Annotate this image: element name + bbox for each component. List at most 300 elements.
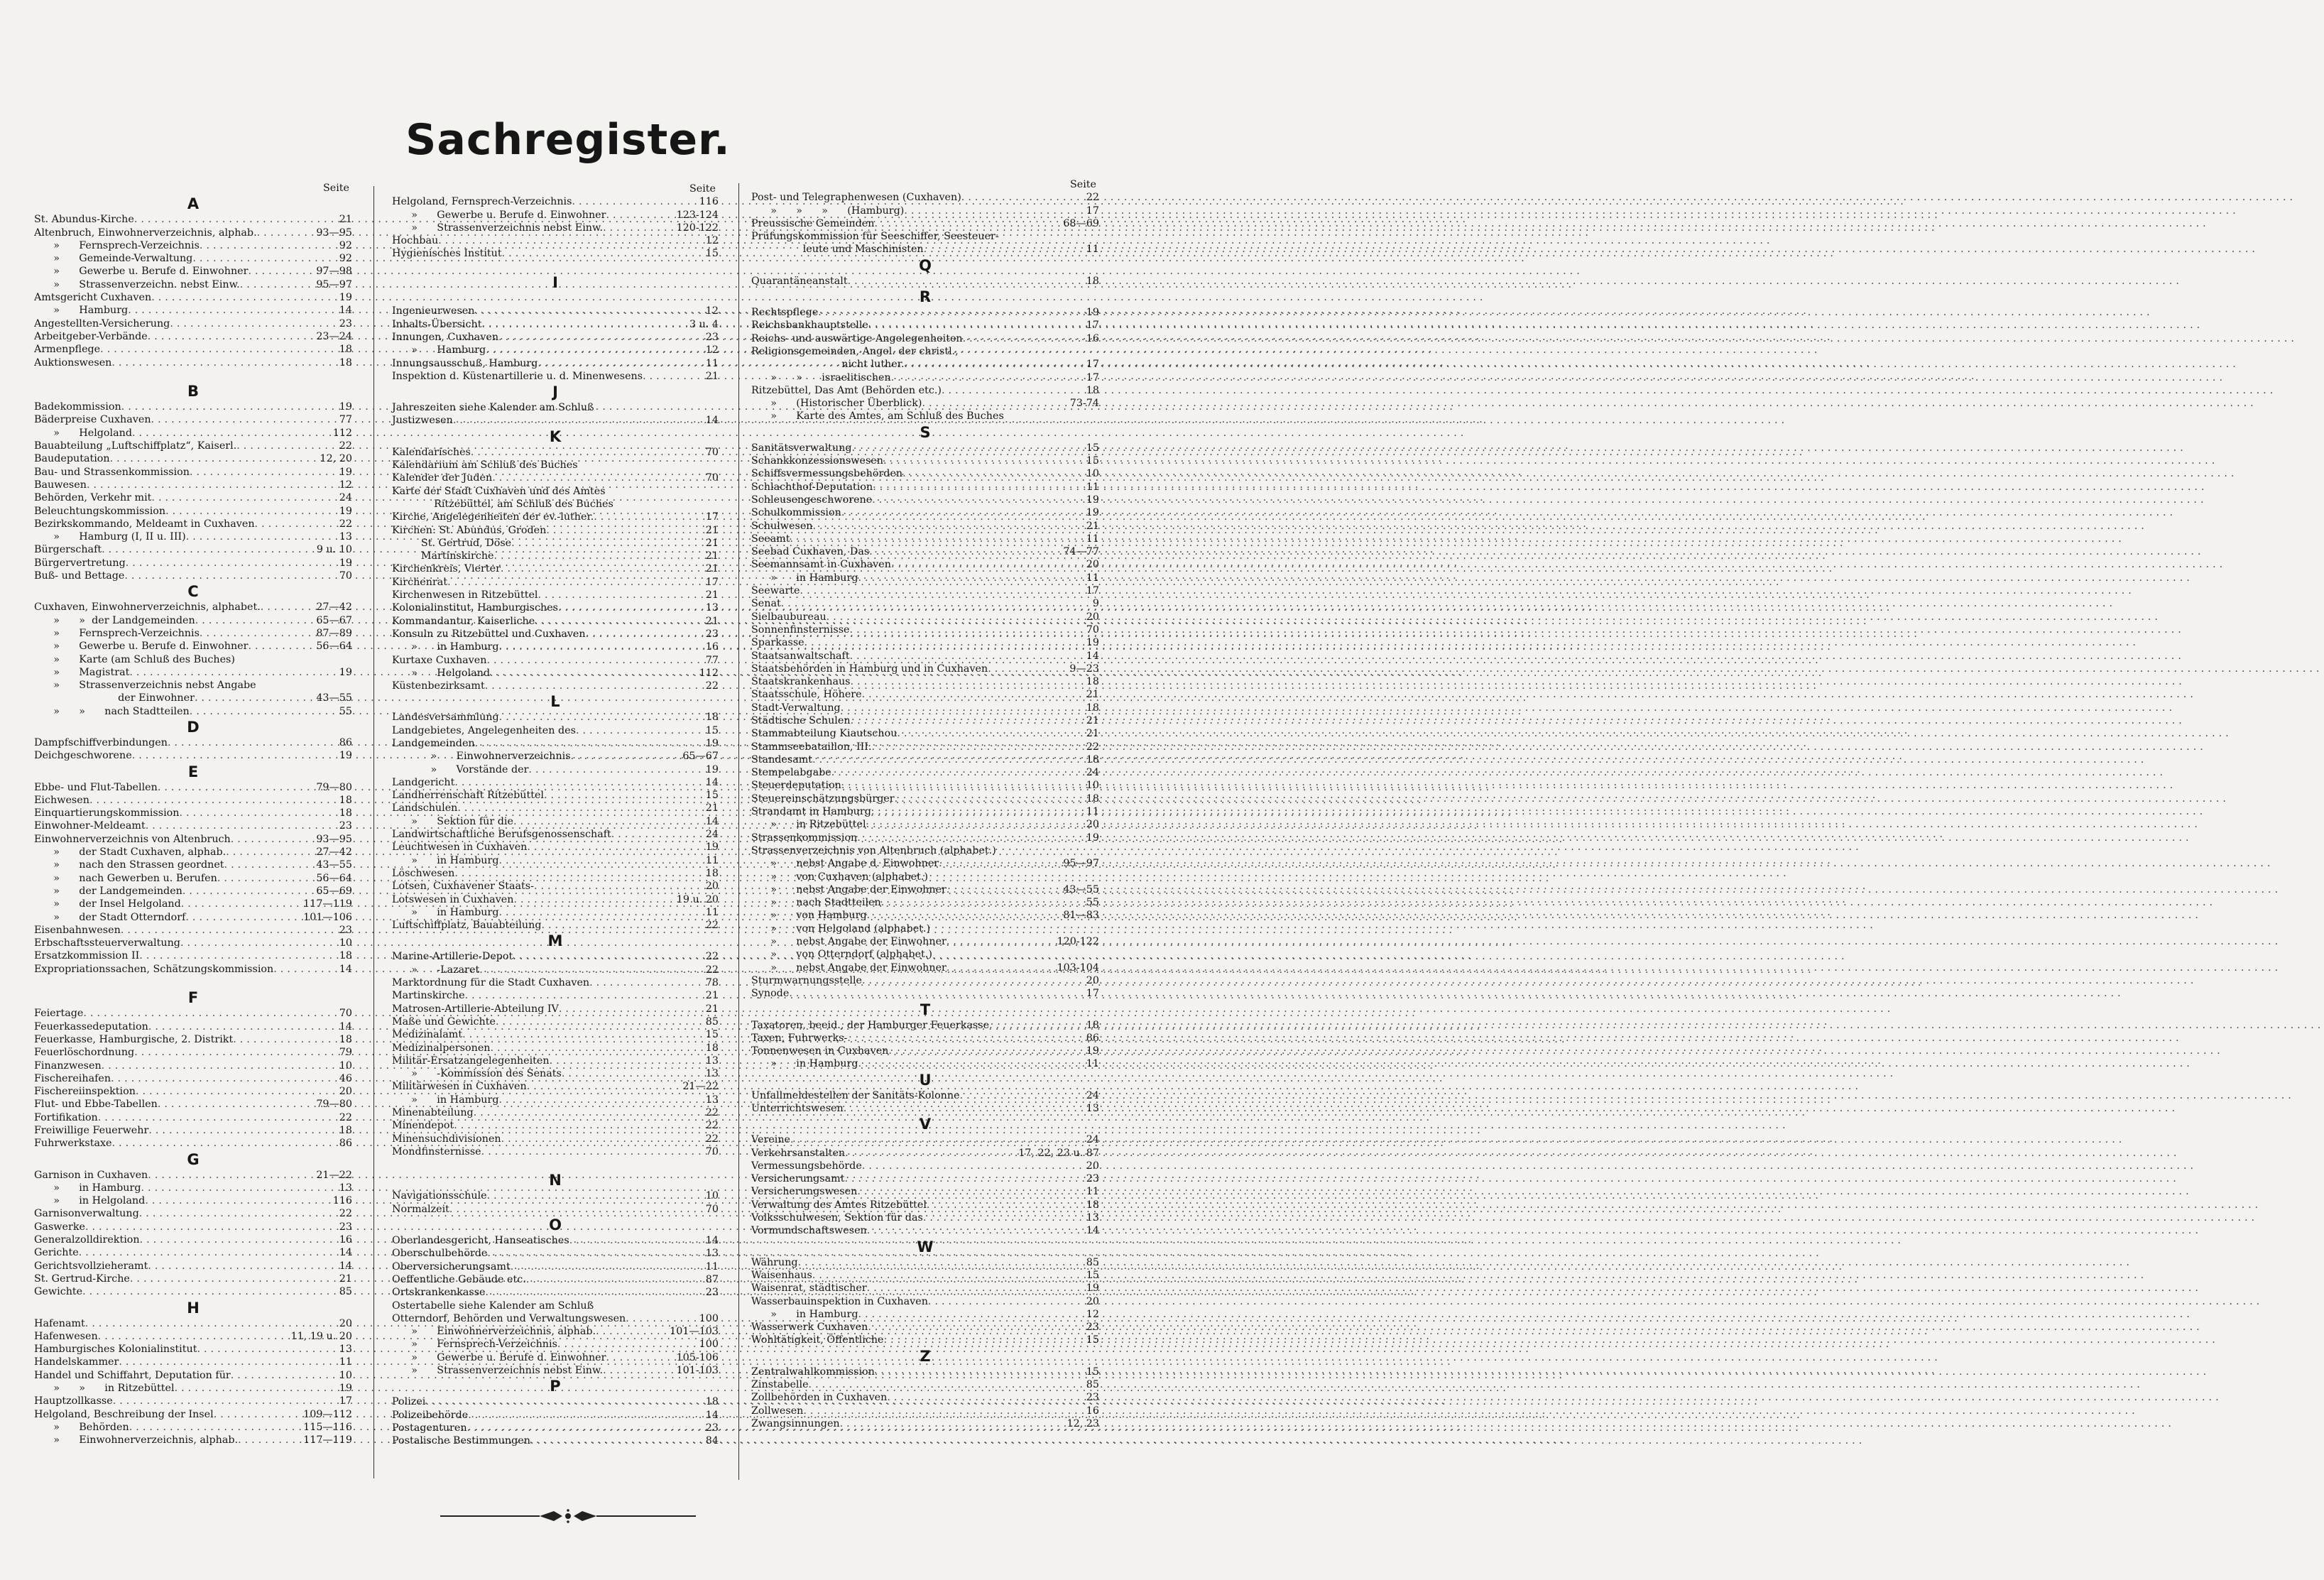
dot-leader: [494, 550, 704, 562]
entry-term: Senat: [751, 598, 781, 610]
index-entry: [751, 650, 1099, 663]
index-entry: [34, 885, 352, 898]
entry-page-number: 77: [705, 654, 719, 666]
dot-leader: [858, 1308, 1084, 1321]
entry-page-number: 14: [705, 415, 719, 427]
index-entry: [392, 247, 719, 260]
index-entry: [392, 222, 719, 234]
dot-leader: [862, 1160, 1084, 1172]
entry-page-number: 22: [339, 518, 352, 530]
index-entry: [34, 1033, 352, 1046]
column-divider: [373, 186, 374, 1478]
entry-page-number: 9: [1092, 598, 1099, 610]
entry-page-number: 21: [705, 550, 719, 562]
entry-page-number: 19: [705, 841, 719, 854]
index-entry: [34, 1273, 352, 1285]
entry-term: » in Hamburg: [392, 906, 499, 918]
entry-page-number: 11: [705, 1260, 719, 1273]
entry-page-number: 21: [1086, 520, 1099, 532]
dot-leader: [988, 663, 1067, 675]
index-entry: [34, 692, 352, 704]
dot-leader: [102, 543, 315, 556]
entry-page-number: 23: [705, 1287, 719, 1299]
index-entry: [34, 466, 352, 479]
entry-term: Kirche, Angelegenheiten der ev.-luther.: [392, 511, 594, 523]
dot-leader: [576, 724, 704, 737]
dot-leader: [781, 597, 1091, 610]
index-entry: [751, 494, 1099, 506]
entry-page-number: 56—64: [316, 872, 352, 884]
index-entry: [392, 1145, 719, 1158]
dot-leader: [905, 358, 1084, 371]
entry-page-number: 70: [339, 570, 352, 582]
index-entry: [392, 209, 719, 222]
index-entry: [392, 1133, 719, 1145]
dot-leader: [827, 611, 1084, 623]
dot-leader: [454, 1119, 704, 1132]
dot-leader: [158, 781, 314, 794]
dot-leader: [544, 789, 704, 802]
entry-term: » Gewerbe u. Berufe d. Einwohner: [392, 209, 606, 221]
entry-term: Währung: [751, 1256, 798, 1268]
index-entry: [392, 370, 719, 383]
index-entry: [392, 318, 719, 331]
dot-leader: [238, 1434, 301, 1446]
dot-leader: [841, 779, 1084, 792]
entry-page-number: 22: [705, 1107, 719, 1118]
index-entry: [34, 949, 352, 962]
entry-term: » Einwohnerverzeichnis: [392, 751, 571, 763]
entry-term: Erbschaftssteuerverwaltung: [34, 937, 180, 949]
index-entry: [751, 217, 1099, 230]
dot-leader: [589, 976, 704, 989]
entry-term: Tonnenwesen in Cuxhaven: [751, 1045, 889, 1057]
dot-leader: [513, 893, 674, 906]
dot-leader: [255, 518, 337, 530]
entry-term: » in Hamburg: [392, 641, 499, 653]
entry-page-number: 10: [339, 937, 352, 949]
index-entry: [751, 805, 1099, 818]
entry-term: Seemannsamt in Cuxhaven: [751, 559, 891, 571]
entry-term: Standesamt: [751, 753, 813, 766]
entry-page-number: 18: [1086, 1019, 1099, 1031]
section-letter: L: [550, 693, 560, 711]
entry-term: Minenabteilung: [392, 1107, 474, 1118]
entry-term: der Einwohner: [34, 692, 195, 704]
entry-term: Otterndorf, Behörden und Verwaltungswesen: [392, 1312, 626, 1324]
entry-term: Vormundschaftswesen: [751, 1225, 867, 1237]
entry-term: Garnisonverwaltung: [34, 1208, 139, 1220]
dot-leader: [790, 533, 1084, 545]
dot-leader: [866, 818, 1084, 831]
dot-leader: [148, 1020, 337, 1033]
dot-leader: [231, 833, 315, 846]
entry-term: Landgemeinden: [392, 737, 475, 749]
entry-term: Waisenhaus: [751, 1269, 812, 1281]
dot-leader: [534, 880, 704, 893]
entry-term: » Karte (am Schluß des Buches): [34, 653, 235, 665]
entry-page-number: 18: [1086, 676, 1099, 688]
entry-page-number: 112: [699, 667, 719, 679]
index-entry: [751, 1308, 1099, 1321]
entry-page-number: 74—77: [1063, 546, 1099, 558]
entry-term: Versicherungsamt: [751, 1173, 845, 1185]
dot-leader: [844, 1172, 1084, 1185]
entry-page-number: 22: [705, 964, 719, 976]
entry-term: Generalzolldirektion: [34, 1234, 140, 1246]
dot-leader: [511, 537, 704, 550]
entry-term: Waisenrat, städtischer: [751, 1282, 867, 1295]
entry-page-number: 22: [339, 1111, 352, 1123]
index-entry: [751, 636, 1099, 649]
entry-term: Stammseebataillon, III.: [751, 741, 872, 753]
dot-leader: [871, 805, 1084, 818]
entry-page-number: 23: [1086, 1322, 1099, 1334]
entry-term: Ortskrankenkasse: [392, 1287, 486, 1299]
entry-page-number: 85: [339, 1286, 352, 1298]
entry-term: Synode: [751, 988, 790, 1000]
entry-page-number: 14: [339, 1247, 352, 1259]
entry-page-number: 18: [339, 1033, 352, 1045]
entry-page-number: 85: [705, 1015, 719, 1028]
section-letter: B: [187, 383, 199, 401]
dot-leader: [513, 950, 704, 963]
dot-leader: [132, 749, 337, 762]
entry-term: Mondfinsternisse: [392, 1145, 481, 1157]
index-entry: [392, 815, 719, 828]
index-entry: [392, 615, 719, 628]
entry-term: Deichgeschworene: [34, 750, 132, 762]
dot-leader: [527, 1080, 681, 1093]
entry-term: Garnison in Cuxhaven: [34, 1169, 148, 1181]
entry-term: Verkehrsanstalten: [751, 1147, 846, 1159]
dot-leader: [800, 584, 1084, 597]
entry-page-number: 16: [339, 1234, 352, 1246]
dot-leader: [873, 481, 1084, 494]
entry-term: » von Helgoland (alphabet.): [751, 922, 931, 935]
index-entry: [392, 737, 719, 750]
dot-leader: [798, 1256, 1084, 1269]
index-entry: [751, 332, 1099, 345]
index-entry: [751, 442, 1099, 454]
entry-page-number: 23—24: [316, 330, 352, 342]
entry-term: Preussische Gemeinden: [751, 217, 875, 229]
index-entry: [392, 472, 719, 484]
index-entry: [34, 1098, 352, 1111]
index-entry: [34, 924, 352, 937]
entry-term: Reichsbankhauptstelle: [751, 320, 868, 332]
entry-term: Luftschiffplatz, Bauabteilung: [392, 920, 542, 932]
dot-leader: [789, 987, 1084, 1000]
dot-leader: [486, 1286, 704, 1299]
dot-leader: [129, 1421, 301, 1434]
dot-leader: [168, 736, 337, 749]
entry-term: leute und Maschinisten: [751, 244, 924, 256]
entry-term: » Gewerbe u. Berufe d. Einwohner: [34, 266, 249, 278]
entry-term: Kalendarium am Schluß des Buches: [392, 459, 578, 472]
entry-term: » Helgoland: [34, 427, 132, 439]
dot-leader: [486, 654, 703, 667]
entry-page-number: 65—69: [316, 885, 352, 897]
entry-term: Landgebietes, Angelegenheiten des: [392, 724, 576, 736]
entry-page-number: 21: [705, 615, 719, 627]
index-entry: [751, 319, 1099, 332]
entry-page-number: 117—119: [303, 898, 352, 910]
dot-leader: [487, 1247, 703, 1260]
section-letter: A: [187, 195, 200, 213]
entry-term: Navigationsschule: [392, 1190, 487, 1202]
index-entry: [34, 1124, 352, 1137]
entry-term: Seewarte: [751, 585, 800, 597]
index-entry: [392, 854, 719, 867]
dot-leader: [868, 1321, 1084, 1334]
index-entry: [392, 893, 719, 906]
entry-page-number: 19: [1086, 832, 1099, 844]
entry-term: Städtische Schulen: [751, 714, 851, 726]
index-entry: [34, 1137, 352, 1150]
index-entry: [34, 252, 352, 265]
entry-page-number: 19 u. 20: [676, 893, 719, 905]
dot-leader: [850, 650, 1084, 663]
dot-leader: [851, 675, 1084, 688]
dot-leader: [467, 1422, 704, 1434]
entry-page-number: 19: [705, 763, 719, 775]
entry-page-number: 23: [339, 1221, 352, 1233]
index-entry: [34, 213, 352, 226]
index-entry: [751, 1321, 1099, 1334]
index-entry: [34, 1330, 352, 1343]
entry-page-number: 86: [1086, 1032, 1099, 1044]
entry-page-number: 18: [1086, 384, 1099, 396]
index-entry: [34, 705, 352, 718]
entry-page-number: 10: [705, 1190, 719, 1202]
entry-page-number: 22: [1086, 192, 1099, 204]
spacer: [392, 261, 719, 273]
entry-term: Lotswesen in Cuxhaven: [392, 893, 514, 905]
index-entry: [34, 846, 352, 859]
dot-leader: [960, 1089, 1084, 1102]
index-entry: [392, 1189, 719, 1202]
entry-term: » in Hamburg: [392, 854, 499, 866]
index-entry: [34, 736, 352, 749]
entry-page-number: 20: [705, 881, 719, 893]
dot-leader: [112, 1137, 337, 1150]
entry-term: Marktordnung für die Stadt Cuxhaven: [392, 977, 590, 989]
index-entry: [392, 976, 719, 989]
dot-leader: [603, 1364, 674, 1377]
entry-page-number: 18: [705, 867, 719, 879]
entry-page-number: 21: [1086, 714, 1099, 726]
index-entry: [34, 1182, 352, 1194]
entry-term: » » israelitischen: [751, 371, 891, 383]
section-letter: T: [920, 1001, 931, 1018]
entry-page-number: 43—55: [316, 859, 352, 871]
dot-leader: [558, 601, 704, 614]
entry-term: Kalender der Juden: [392, 472, 493, 484]
entry-term: » Einwohnerverzeichnis, alphab.: [392, 1326, 596, 1338]
index-entry: [751, 597, 1099, 610]
entry-term: Bürgerschaft: [34, 544, 102, 556]
index-entry: [751, 948, 1099, 961]
dot-leader: [129, 666, 337, 679]
entry-page-number: 101—103: [670, 1326, 719, 1338]
spacer: [34, 976, 352, 988]
entry-term: Zwangsinnungen: [751, 1417, 840, 1429]
index-entry: [751, 741, 1099, 753]
section-letter: G: [187, 1150, 200, 1168]
index-entry: [392, 195, 719, 208]
dot-leader: [538, 589, 704, 601]
entry-page-number: 21: [705, 589, 719, 601]
index-entry: [392, 498, 719, 511]
index-entry: [751, 584, 1099, 597]
entry-term: Staatsanwaltschaft: [751, 650, 850, 662]
entry-term: » Karte des Amtes, am Schluß des Buches: [751, 410, 1004, 423]
section-letter: V: [919, 1116, 932, 1133]
entry-term: Gaswerke: [34, 1221, 85, 1233]
index-entry: [34, 427, 352, 440]
index-entry: [34, 570, 352, 582]
entry-page-number: 11: [1086, 481, 1099, 493]
entry-page-number: 19: [339, 505, 352, 517]
index-entry: [34, 627, 352, 640]
index-entry: [392, 562, 719, 575]
dot-leader: [124, 570, 337, 582]
entry-page-number: 22: [705, 680, 719, 692]
entry-page-number: 13: [705, 602, 719, 614]
dot-leader: [126, 557, 337, 570]
entry-term: Feuerkasse, Hamburgische, 2. Distrikt: [34, 1033, 234, 1045]
entry-page-number: 22: [705, 1120, 719, 1132]
index-entry: [34, 1343, 352, 1356]
index-entry: [34, 1317, 352, 1330]
index-entry: [751, 358, 1099, 371]
index-entry: [392, 550, 719, 562]
index-entry: [751, 1045, 1099, 1057]
dot-leader: [895, 792, 1084, 805]
dot-leader: [100, 343, 337, 356]
entry-page-number: 11: [1086, 1058, 1099, 1070]
dot-leader: [181, 898, 301, 910]
dot-leader: [151, 491, 337, 504]
index-entry: [751, 506, 1099, 519]
entry-term: Normalzeit: [392, 1203, 449, 1215]
index-entry: [34, 557, 352, 570]
entry-term: » der Insel Helgoland: [34, 898, 181, 910]
dot-leader: [102, 1059, 337, 1072]
dot-leader: [110, 452, 318, 465]
entry-page-number: 17: [705, 511, 719, 523]
index-entry: [392, 1119, 719, 1132]
entry-page-number: 15: [705, 248, 719, 260]
entry-term: Kirchenrat: [392, 576, 448, 588]
entry-term: Innungsausschuß, Hamburg: [392, 357, 538, 369]
entry-page-number: 16: [705, 641, 719, 653]
entry-term: Helgoland, Fernsprech-Verzeichnis: [392, 196, 572, 208]
index-column-2: [392, 182, 719, 1448]
entry-page-number: 85: [1086, 1256, 1099, 1268]
index-entry: [751, 1172, 1099, 1185]
index-entry: [34, 666, 352, 679]
dot-leader: [454, 867, 703, 880]
entry-term: Beleuchtungskommission: [34, 505, 166, 517]
entry-page-number: 22: [1086, 741, 1099, 753]
dot-leader: [136, 1085, 337, 1098]
index-entry: [751, 545, 1099, 558]
entry-page-number: 21: [1086, 728, 1099, 740]
index-entry: [751, 675, 1099, 688]
index-entry: [751, 1102, 1099, 1115]
section-letter: Q: [919, 256, 932, 274]
entry-term: » -Kommission des Senats: [392, 1068, 562, 1080]
entry-page-number: 20: [1086, 611, 1099, 623]
dot-leader: [851, 714, 1084, 727]
entry-page-number: 15: [705, 724, 719, 736]
entry-term: Eisenbahnwesen: [34, 924, 121, 936]
dot-leader: [170, 317, 337, 330]
index-entry: [751, 520, 1099, 533]
dot-leader: [557, 1338, 697, 1351]
entry-page-number: 22: [705, 1133, 719, 1145]
dot-leader: [491, 1042, 704, 1055]
entry-page-number: 11: [1086, 533, 1099, 545]
entry-term: Stadt-Verwaltung: [751, 702, 841, 714]
index-entry: [34, 505, 352, 518]
index-entry: [34, 265, 352, 278]
entry-page-number: 11: [705, 854, 719, 866]
entry-page-number: 11: [339, 1356, 352, 1368]
index-entry: [392, 989, 719, 1002]
entry-term: » » in Ritzebüttel: [34, 1383, 175, 1395]
entry-page-number: 92: [339, 239, 352, 251]
entry-term: Kirchen: St. Abundus, Groden: [392, 524, 547, 536]
entry-term: Gewichte: [34, 1286, 83, 1298]
dot-leader: [192, 252, 337, 265]
entry-term: » Vorstände der: [392, 763, 529, 775]
entry-page-number: 23: [339, 317, 352, 329]
entry-page-number: 21: [705, 990, 719, 1002]
dot-leader: [550, 1055, 704, 1067]
dot-leader: [145, 1194, 330, 1207]
entry-page-number: 16: [1086, 1405, 1099, 1417]
index-entry: [34, 1207, 352, 1220]
entry-term: Landschulen: [392, 802, 458, 814]
dot-leader: [606, 209, 674, 222]
entry-page-number: 116: [699, 196, 719, 208]
entry-page-number: 13: [339, 1182, 352, 1194]
dot-leader: [790, 1133, 1084, 1146]
entry-term: » -Lazaret: [392, 964, 480, 976]
index-entry: [751, 1019, 1099, 1032]
section-letter: Z: [920, 1347, 931, 1365]
dot-leader: [273, 963, 337, 976]
entry-term: Helgoland, Beschreibung der Insel: [34, 1408, 214, 1420]
index-entry: [751, 481, 1099, 494]
entry-page-number: 103-104: [1057, 961, 1099, 974]
spacer: [392, 292, 719, 305]
index-entry: [34, 1169, 352, 1182]
entry-page-number: 16: [1086, 332, 1099, 344]
entry-term: Medizinalamt: [392, 1029, 463, 1041]
entry-page-number: 117—119: [303, 1434, 352, 1446]
dot-leader: [214, 1408, 301, 1421]
entry-page-number: 120-122: [676, 222, 719, 234]
index-entry: [392, 1094, 719, 1106]
dot-leader: [848, 275, 1084, 288]
dot-leader: [857, 832, 1084, 844]
entry-page-number: 11, 19 u. 20: [290, 1330, 352, 1342]
entry-term: Landesversammlung: [392, 712, 499, 724]
